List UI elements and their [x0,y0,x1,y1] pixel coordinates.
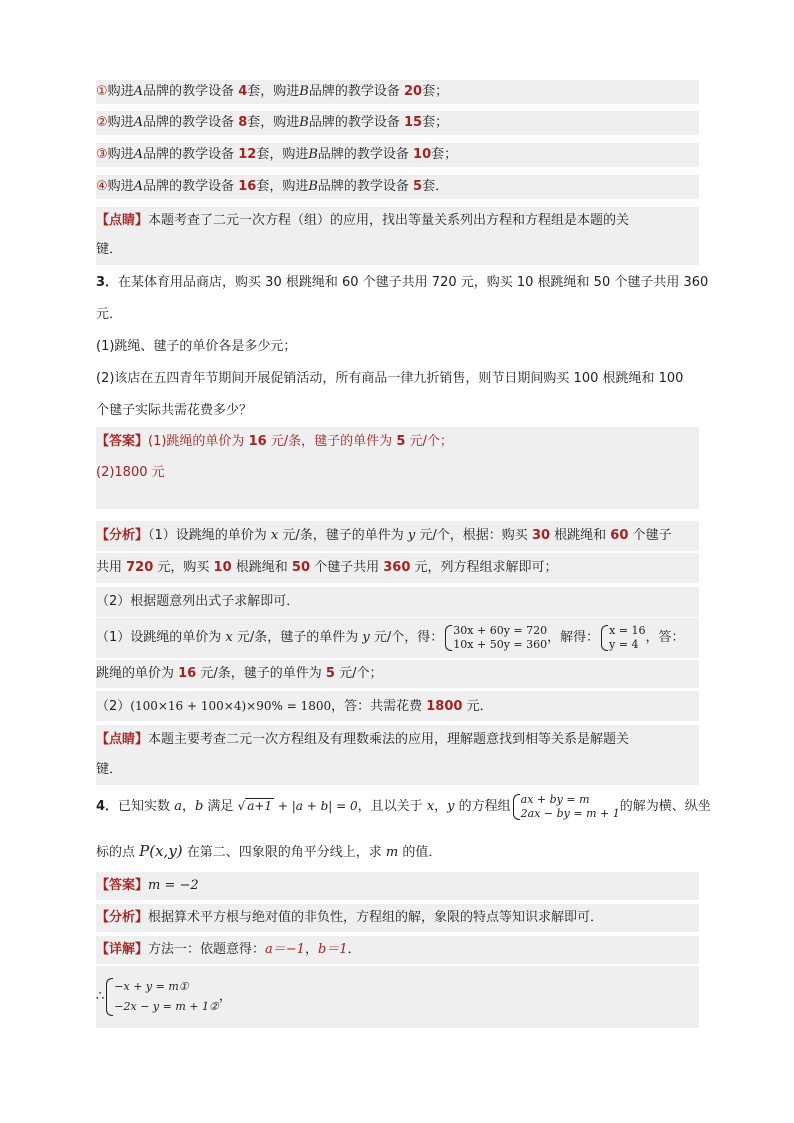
q4-detail-2: ∴ −x + y = m① −2x − y = m + 1② ， [96,966,699,1028]
q4-stem-line-1: 4．已知实数 a，b 满足 √ a+1 + |a + b| = 0，且以关于 x，y 的方程组 ax + by = m 2ax − by = m + 1 的解为横、纵坐 [96,792,711,820]
q3-analysis-2: 共用 720 元，购买 10 根跳绳和 50 个毽子共用 360 元，列方程组求解即可； [96,553,699,583]
equation-system: ax + by = m 2ax − by = m + 1 [511,793,620,821]
solution-system: x = 16 y = 4 [599,624,645,652]
q3-stem-line-1: 3．在某体育用品商店，购买 30 根跳绳和 60 个毽子共用 720 元，购买 10 根跳绳和 50 个毽子共用 360 [96,275,709,290]
analysis-tag: 【分析】 [96,910,149,925]
q3-part-1: (1)跳绳、毽子的单价各是多少元； [96,339,297,354]
q3-comment-2: 键． [96,755,699,785]
q3-analysis-3: （2）根据题意列出式子求解即可． [96,587,699,617]
q4-answer: 【答案】m = −2 [96,872,699,900]
question-number: 4． [96,799,119,814]
q4-detail-1: 【详解】方法一：依题意得：a＝−1，b＝1． [96,936,699,964]
q3-analysis-1: 【分析】（1）设跳绳的单价为 x 元/条，毽子的单件为 y 元/个，根据：购买 30 根跳绳和 60 个毽子 [96,521,699,551]
comment-tag: 【点睛】 [96,213,149,228]
plan-3: ③购进A品牌的教学设备 12套，购进B品牌的教学设备 10套； [96,143,699,167]
plan-4: ④购进A品牌的教学设备 16套，购进B品牌的教学设备 5套． [96,175,699,199]
q3-comment-1: 【点睛】本题主要考查二元一次方程组及有理数乘法的应用，理解题意找到相等关系是解题关 [96,725,699,755]
q4-stem-line-2: 标的点 P(x,y) 在第二、四象限的角平分线上，求 m 的值． [96,842,442,860]
q3-detail-2: 跳绳的单价为 16 元/条，毽子的单件为 5 元/个； [96,660,699,688]
detail-tag: 【详解】 [96,942,149,957]
plan-2: ②购进A品牌的教学设备 8套，购进B品牌的教学设备 15套； [96,111,699,135]
answer-tag: 【答案】 [96,878,149,893]
question-number: 3． [96,275,119,290]
q3-detail-1: （1）设跳绳的单价为 x 元/条，毽子的单件为 y 元/个，得： 30x + 60y = 720 10x + 50y = 360 ，解得： x = 16 y = 4 ，答： [96,618,699,658]
q3-answer-1: 【答案】(1)跳绳的单价为 16 元/条，毽子的单件为 5 元/个； [96,427,699,457]
q3-answer-2: (2)1800 元 [96,457,699,509]
q3-stem-line-2: 元． [96,307,123,322]
comment-tag: 【点睛】 [96,732,149,747]
q3-part-2-line-1: (2)该店在五四青年节期间开展促销活动，所有商品一律九折销售，则节日期间购买 100 根跳绳和 100 [96,371,684,386]
prev-comment-2: 键． [96,235,699,265]
prev-comment-1: 【点睛】本题考查了二元一次方程（组）的应用，找出等量关系列出方程和方程组是本题的关 [96,207,699,235]
equation-system: 30x + 60y = 720 10x + 50y = 360 [443,624,547,652]
q4-analysis: 【分析】根据算术平方根与绝对值的非负性，方程组的解，象限的特点等知识求解即可． [96,904,699,932]
analysis-tag: 【分析】 [96,528,149,543]
plan-1: ①购进A品牌的教学设备 4套，购进B品牌的教学设备 20套； [96,80,699,104]
equation-system: −x + y = m① −2x − y = m + 1② [104,977,219,1017]
q3-part-2-line-2: 个毽子实际共需花费多少？ [96,403,253,418]
q3-detail-3: （2）(100×16 + 100×4)×90% = 1800，答：共需花费 1800 元． [96,691,699,721]
answer-tag: 【答案】 [96,434,149,449]
